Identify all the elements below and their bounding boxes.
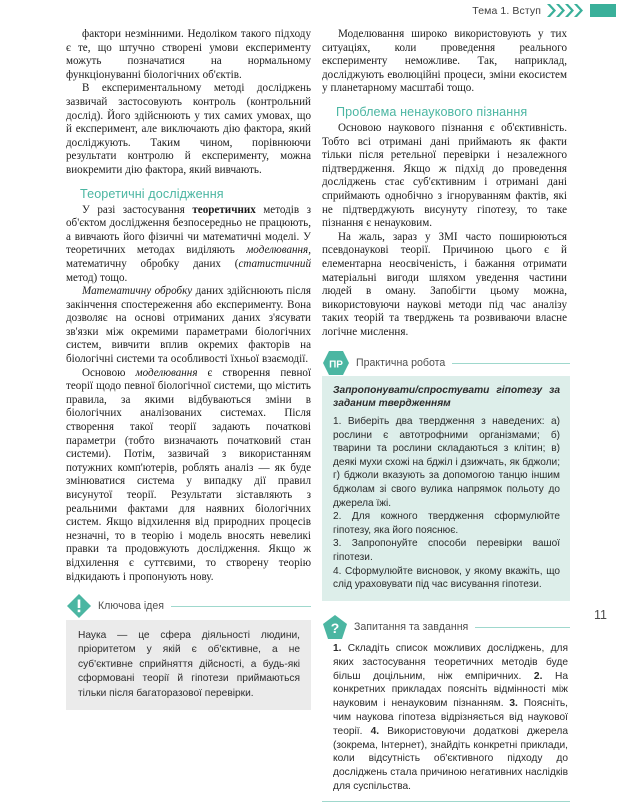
paragraph: На жаль, зараз у ЗМІ часто поширюються псевдонаукові теорії. Причиною цього є й елементарна неосвіченість, і бажання отримати матеріальні вигоди шляхом уведення частини людей в оману. Запобігти цьому можна, використовуючи наукові методи під час аналізу таких теорій та тверджень та розвиваючи власне логічне мислення. xyxy=(322,230,567,338)
questions-body xyxy=(322,641,570,801)
running-head-title: Тема 1. Вступ xyxy=(472,4,541,17)
key-idea-box xyxy=(66,596,311,710)
practical-work-rule xyxy=(452,363,570,364)
pr-hexagon-icon xyxy=(322,350,350,376)
question-number: 2. xyxy=(533,670,543,682)
questions-header xyxy=(322,617,570,637)
questions-and-tasks-box xyxy=(322,617,570,802)
chevron-right-icon xyxy=(574,4,583,17)
exclamation-diamond-icon xyxy=(66,593,92,619)
question-number: 1. xyxy=(333,643,342,654)
practical-work-box xyxy=(322,353,570,601)
practical-work-item: 4. Сформулюйте висновок, у якому вкажіть, що слід ураховувати під час висування гіпотези. xyxy=(333,565,560,591)
question-text: Поясніть, чим наукова гіпотеза відрізняється від наукової теорії. xyxy=(333,698,568,737)
question-text: Використовуючи додаткові джерела (зокрема, Інтернет), знайдіть конкретні приклади, коли відсутність об'єктивного підходу до досліджень стала причиною негативних наслідків для суспільства. xyxy=(333,725,568,792)
svg-text:?: ? xyxy=(330,620,340,636)
chevron-right-icon xyxy=(565,4,574,17)
paragraph: Моделювання широко використовують у тих ситуаціях, коли проведення реального експерименту неможливе. Так, наприклад, досліджують еволюційні процеси, зміни екосистем у планетарному масштабі тощо. xyxy=(322,28,567,95)
chevron-group xyxy=(547,4,583,17)
chevron-right-icon xyxy=(556,4,565,17)
paragraph: У разі застосування теоретичних методів з об'єктом дослідження безпосередньо не працюють, а вивчають його фізичні чи математичні моделі. У теоретичних методах виділяють моделювання, математичну обробку даних (статистичний метод) тощо. xyxy=(66,203,311,284)
practical-work-item: 1. Виберіть два твердження з наведених: а) рослини є автотрофними організмами; б) тварини та рослини складаються з клітин; в) деякі мухи схожі на бджіл і дзижчать, як бджоли; г) бджоли вказують за допомогою танцю іншим бджолам зі свого вулика напрямок польоту до джерела їжі. xyxy=(333,416,560,509)
practical-work-header xyxy=(322,353,570,373)
left-column xyxy=(66,28,311,584)
practical-work-body xyxy=(322,376,570,601)
question-number: 4. xyxy=(370,725,380,737)
practical-work-item: 3. Запропонуйте способи перевірки вашої гіпотези. xyxy=(333,538,560,563)
paragraph: фактори незмінними. Недоліком такого підходу є те, що штучно створені умови експерименту можуть позначатися на нормальному функціонуванні біологічних об'єктів. xyxy=(66,28,311,81)
page-number: 11 xyxy=(594,608,607,622)
running-head-bar xyxy=(590,4,616,17)
paragraph: Основою моделювання є створення певної теорії щодо певної біологічної системи, що містить правила, за якими відбуваються зміни в біологічних аналізованих системах. Після створення такої теорії задають початкові параметри (тобто визначають початковий стан системи). Потім, зазвичай з використанням потужних комп'ютерів, роблять аналіз — як буде змінюватися система у випадку дії правил висунутої теорії. Результати зіставляють з реальними фактами для наявних біологічних систем. Якщо відхилення від природних процесів незначні, то в теорію і модель вносять невеликі правки та продовжують дослідження. Якщо ж відхилення є суттєвими, то створену теорію відкидають і пропонують нову. xyxy=(66,366,312,583)
practical-work-title: Запропонувати/спростувати гіпотезу за заданим твердженням xyxy=(333,385,560,409)
question-text: Складіть список можливих досліджень, для яких застосування теоретичних методів буде більш доцільним, ніж емпіричних. xyxy=(333,643,568,682)
svg-text:ПР: ПР xyxy=(329,359,343,371)
questions-rule xyxy=(475,627,570,628)
questions-label: Запитання та завдання xyxy=(354,621,469,633)
section-heading-nonscientific-cognition: Проблема ненаукового пізнання xyxy=(336,104,528,119)
key-idea-text: Наука — це сфера діяльності людини, пріоритетом у якій є об'єктивне, а не суб'єктивне сприйняття дійсності, а будь-які сформовані теорії й гіпотези приймаються тільки після багаторазової перевірки. xyxy=(66,620,311,710)
chevron-right-icon xyxy=(547,4,556,17)
question-text: На конкретних прикладах поясніть відмінності між науковим і ненауковим пізнанням. xyxy=(333,670,569,710)
running-head xyxy=(472,4,616,17)
question-mark-icon xyxy=(322,614,348,640)
key-idea-header xyxy=(66,596,311,616)
key-idea-label: Ключова ідея xyxy=(98,600,164,612)
paragraph: Основою наукового пізнання є об'єктивність. Тобто всі отримані дані приймають як факти тільки після ретельної перевірки і незалежного підтвердження. Якщо ж підхід до проведення досліджень стає суб'єктивним і отримані дані сприймають однобічно з ігноруванням фактів, які не підтверджують висунуту гіпотезу, то таке пізнання є ненауковим. xyxy=(322,121,567,230)
paragraph: В експериментальному методі досліджень зазвичай застосовують контроль (контрольний дослід). Його здійснюють у тих самих умовах, що й експеримент, але виключають дію фактора, який досліджують. Таким чином, порівнюючи результати контролю й експерименту, можна виокремити дію фактора, який вивчають. xyxy=(66,82,311,176)
question-number: 3. xyxy=(509,698,518,710)
key-idea-rule xyxy=(171,606,311,607)
right-column xyxy=(322,28,567,339)
practical-work-item: 2. Для кожного твердження сформулюйте гіпотезу, яка його пояснює. xyxy=(333,511,560,536)
section-heading-theoretical-research: Теоретичні дослідження xyxy=(80,186,224,201)
practical-work-label: Практична робота xyxy=(356,357,446,369)
paragraph: Математичну обробку даних здійснюють після закінчення спостереження або експерименту. Вона дозволяє на основі отриманих даних з'ясувати зв'язки між окремими параметрами біологічних систем, вивчити вплив окремих факторів на біологічні системи та особливості їхньої взаємодії. xyxy=(66,285,311,366)
